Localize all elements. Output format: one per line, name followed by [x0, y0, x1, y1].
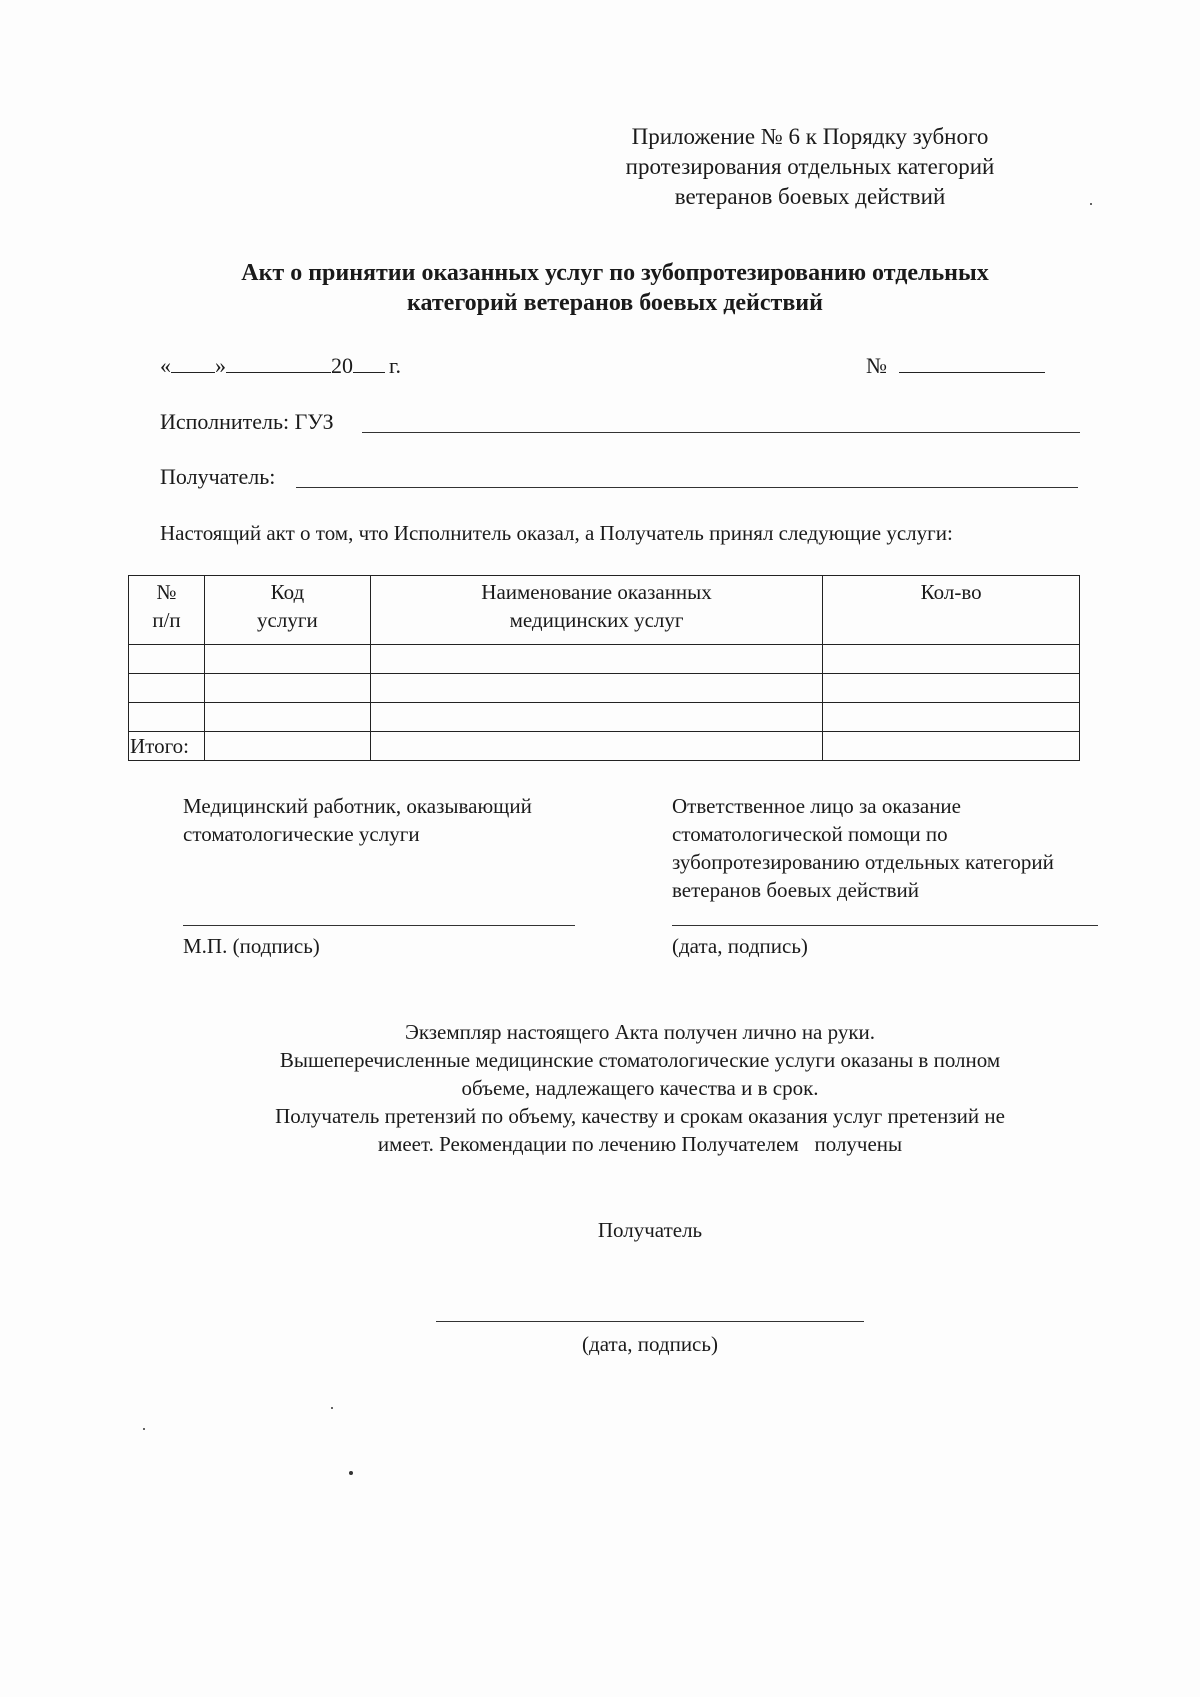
year-blank[interactable] — [353, 352, 385, 373]
date-close-quote: » — [215, 353, 226, 378]
table-cell[interactable] — [823, 732, 1080, 761]
act-number-blank[interactable] — [899, 352, 1045, 373]
table-cell[interactable] — [204, 645, 370, 674]
table-cell[interactable] — [129, 645, 205, 674]
col-header-number — [129, 576, 205, 645]
number-label: № — [866, 353, 887, 378]
table-cell[interactable] — [370, 703, 823, 732]
responsible-line-3: зубопротезированию отдельных категорий — [672, 850, 1054, 874]
recipient-signature-line[interactable] — [436, 1321, 864, 1322]
scan-speck — [331, 1407, 333, 1409]
scan-speck — [1090, 203, 1092, 205]
table-row — [129, 645, 1080, 674]
document-title — [120, 258, 1110, 318]
title-line-2: категорий ветеранов боевых действий — [407, 290, 823, 316]
final-statement — [200, 1018, 1080, 1158]
scan-speck — [143, 1428, 145, 1430]
table-cell[interactable] — [370, 645, 823, 674]
table-cell[interactable] — [823, 645, 1080, 674]
table-row — [129, 703, 1080, 732]
responsible-signature-line[interactable] — [672, 925, 1098, 926]
date-field — [160, 352, 401, 379]
responsible-line-1: Ответственное лицо за оказание — [672, 794, 961, 818]
header-text: услуги — [257, 608, 318, 632]
responsible-line-4: ветеранов боевых действий — [672, 878, 920, 902]
medical-worker-block — [183, 792, 603, 848]
medical-worker-line-1: Медицинский работник, оказывающий — [183, 794, 532, 818]
col-header-service-name — [370, 576, 823, 645]
total-label: Итого: — [129, 732, 205, 761]
appendix-note — [560, 122, 1060, 212]
year-prefix: 20 — [331, 353, 353, 378]
table-cell[interactable] — [204, 674, 370, 703]
scan-speck — [349, 1471, 353, 1475]
final-line-2: Вышеперечисленные медицинские стоматологические услуги оказаны в полном — [279, 1048, 1001, 1072]
executor-label: Исполнитель: ГУЗ — [160, 409, 334, 434]
executor-blank-line[interactable] — [362, 432, 1080, 433]
table-cell[interactable] — [129, 674, 205, 703]
appendix-line-1: Приложение № 6 к Порядку зубного — [631, 124, 989, 149]
medical-worker-line-2: стоматологические услуги — [183, 822, 420, 846]
day-blank[interactable] — [171, 352, 215, 373]
recipient-blank-line[interactable] — [296, 487, 1078, 488]
table-cell[interactable] — [129, 703, 205, 732]
table-total-row — [129, 732, 1080, 761]
col-header-quantity — [823, 576, 1080, 645]
title-line-1: Акт о принятии оказанных услуг по зубопротезированию отдельных — [241, 260, 989, 286]
table-cell[interactable] — [370, 732, 823, 761]
final-line-4: Получатель претензий по объему, качеству и срокам оказания услуг претензий не — [275, 1104, 1005, 1128]
final-line-3: объеме, надлежащего качества и в срок. — [461, 1076, 819, 1100]
header-text: Код — [270, 580, 305, 604]
header-text: Наименование оказанных — [481, 580, 712, 604]
month-blank[interactable] — [226, 352, 331, 373]
table-cell[interactable] — [370, 674, 823, 703]
header-text: № — [156, 580, 177, 604]
services-table — [128, 575, 1080, 761]
table-cell[interactable] — [204, 732, 370, 761]
table-row — [129, 674, 1080, 703]
table-cell[interactable] — [823, 674, 1080, 703]
act-number-field — [866, 352, 1045, 379]
intro-text: Настоящий акт о том, что Исполнитель оказал, а Получатель принял следующие услуги: — [160, 521, 953, 545]
header-text: медицинских услуг — [509, 608, 684, 632]
table-cell[interactable] — [823, 703, 1080, 732]
responsible-caption: (дата, подпись) — [672, 934, 808, 958]
medical-worker-signature-line[interactable] — [183, 925, 575, 926]
appendix-line-3: ветеранов боевых действий — [674, 184, 946, 209]
appendix-line-2: протезирования отдельных категорий — [625, 154, 995, 179]
recipient-label: Получатель: — [160, 464, 276, 489]
date-open-quote: « — [160, 353, 171, 378]
recipient-sign-caption: (дата, подпись) — [582, 1332, 718, 1356]
medical-worker-caption: М.П. (подпись) — [183, 934, 320, 958]
table-header-row — [129, 576, 1080, 645]
year-suffix: г. — [389, 353, 402, 378]
final-line-5: имеет. Рекомендации по лечению Получателем получены — [377, 1132, 903, 1156]
col-header-code — [204, 576, 370, 645]
header-text: Кол-во — [920, 580, 982, 604]
responsible-person-block — [672, 792, 1132, 904]
recipient-sign-label: Получатель — [597, 1218, 703, 1242]
header-text: п/п — [152, 608, 181, 632]
responsible-line-2: стоматологической помощи по — [672, 822, 948, 846]
table-cell[interactable] — [204, 703, 370, 732]
final-line-1: Экземпляр настоящего Акта получен лично на руки. — [404, 1020, 876, 1044]
